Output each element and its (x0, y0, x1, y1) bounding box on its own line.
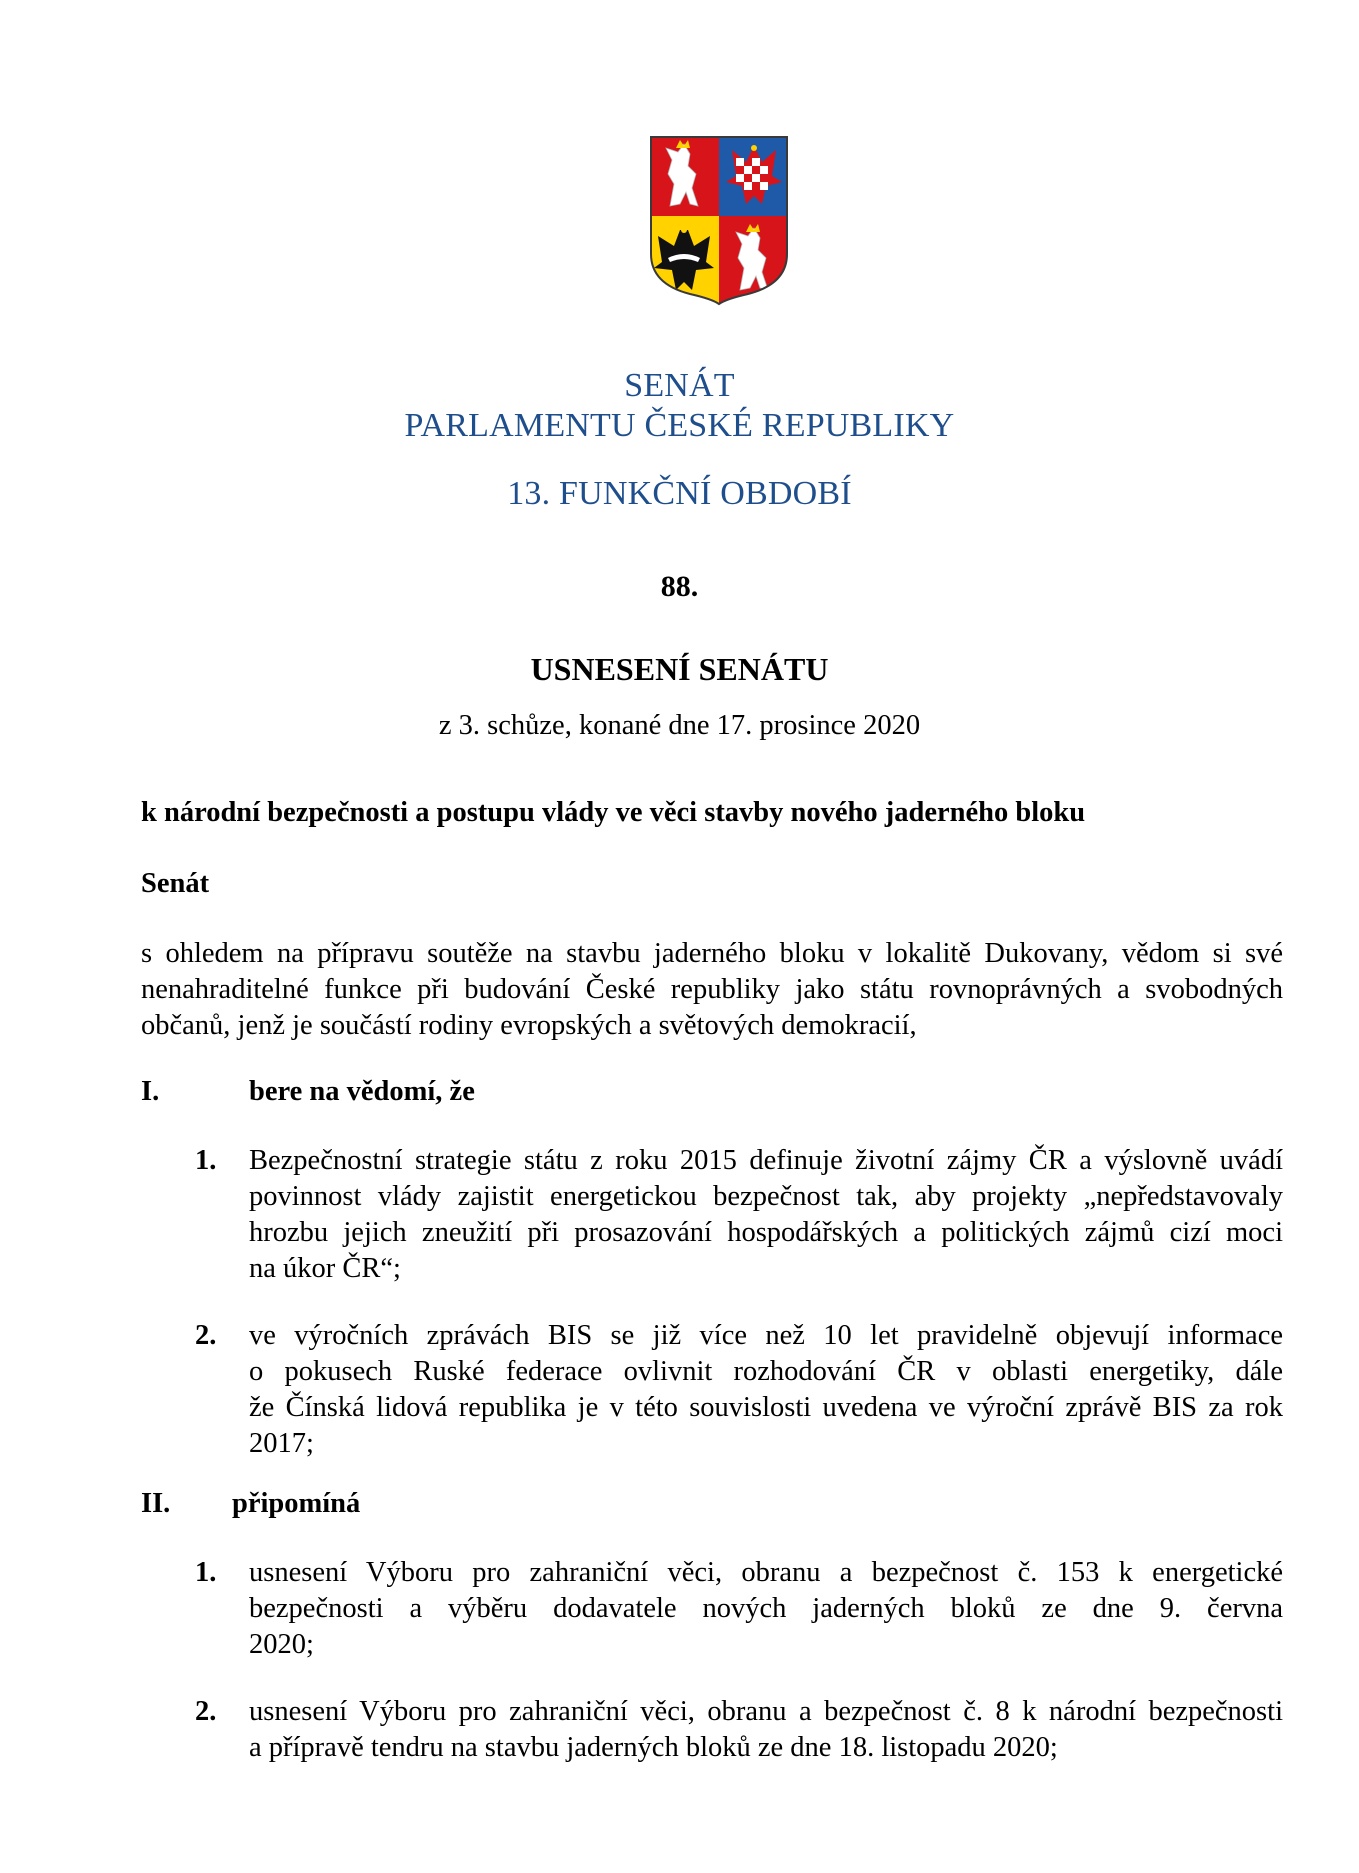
intro-line: s ohledem na přípravu soutěže na stavbu jaderného bloku v lokalitě Dukovany, vědom si své (141, 938, 1283, 969)
item-text (249, 1694, 1283, 1766)
intro-line: nenahraditelné funkce při budování České republiky jako státu rovnoprávných a svobodných (141, 974, 1283, 1005)
header-senat: SENÁT (624, 367, 735, 404)
section-numeral: II. (141, 1488, 171, 1519)
item-line: povinnost vlády zajistit energetickou bezpečnost tak, aby projekty „nepředstavovaly (249, 1181, 1283, 1212)
item-text (249, 1318, 1283, 1462)
session-info: z 3. schůze, konané dne 17. prosince 2020 (438, 710, 921, 741)
item-line: 2020; (249, 1629, 314, 1660)
section-heading: připomíná (232, 1488, 361, 1519)
item-line: o pokusech Ruské federace ovlivnit rozhodování ČR v oblasti energetiky, dále (249, 1356, 1283, 1387)
item-number: 2. (195, 1696, 217, 1727)
item-line: ve výročních zprávách BIS se již více než 10 let pravidelně objevují informace (249, 1320, 1283, 1351)
item-line: usnesení Výboru pro zahraniční věci, obranu a bezpečnost č. 8 k národní bezpečnosti (249, 1696, 1283, 1727)
resolution-subject: k národní bezpečnosti a postupu vlády ve věci stavby nového jaderného bloku (141, 797, 1086, 828)
item-line: usnesení Výboru pro zahraniční věci, obranu a bezpečnost č. 153 k energetické (249, 1557, 1283, 1588)
intro-line: občanů, jenž je součástí rodiny evropských a světových demokracií, (141, 1010, 917, 1041)
section-numeral: I. (141, 1076, 160, 1107)
item-line: Bezpečnostní strategie státu z roku 2015 definuje životní zájmy ČR a výslovně uvádí (249, 1145, 1283, 1176)
czech-coat-of-arms-icon (648, 134, 790, 306)
header-parliament: PARLAMENTU ČESKÉ REPUBLIKY (404, 407, 955, 444)
senat-label: Senát (141, 868, 210, 899)
item-number: 1. (195, 1145, 217, 1176)
item-line: na úkor ČR“; (249, 1253, 401, 1284)
header-period: 13. FUNKČNÍ OBDOBÍ (507, 475, 852, 512)
section-heading: bere na vědomí, že (249, 1076, 475, 1107)
item-text (249, 1143, 1283, 1287)
item-line: 2017; (249, 1428, 314, 1459)
item-number: 1. (195, 1557, 217, 1588)
item-line: bezpečnosti a výběru dodavatele nových jaderných bloků ze dne 9. června (249, 1593, 1283, 1624)
item-number: 2. (195, 1320, 217, 1351)
resolution-title: USNESENÍ SENÁTU (530, 651, 829, 687)
resolution-number: 88. (660, 570, 699, 603)
item-line: že Čínská lidová republika je v této souvislosti uvedena ve výroční zprávě BIS za rok (249, 1392, 1283, 1423)
item-line: a přípravě tendru na stavbu jaderných bloků ze dne 18. listopadu 2020; (249, 1732, 1058, 1763)
intro-paragraph (141, 936, 1283, 1044)
item-line: hrozbu jejich zneužití při prosazování hospodářských a politických zájmů cizí moci (249, 1217, 1283, 1248)
item-text (249, 1555, 1283, 1663)
